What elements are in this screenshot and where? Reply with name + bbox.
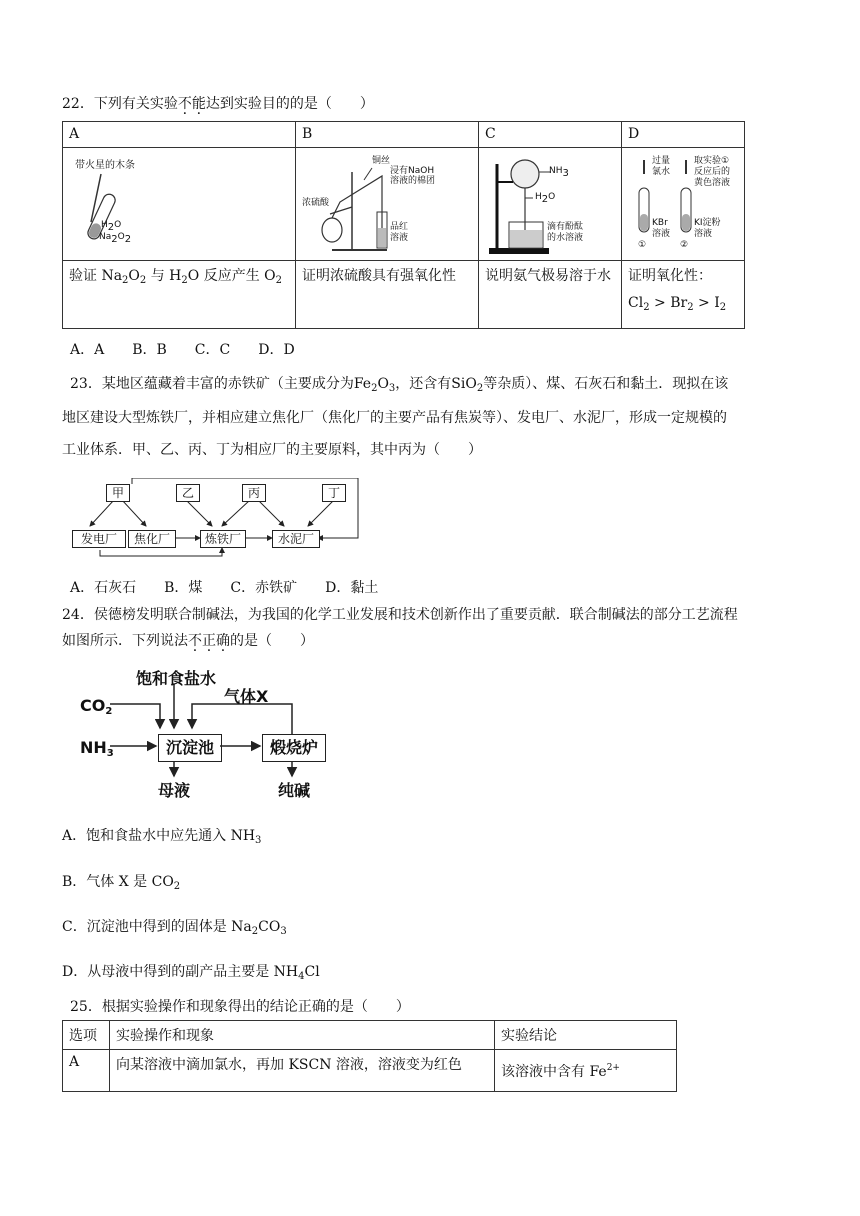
box-settling-tank: 沉淀池 [158, 734, 222, 762]
q25-row-label: A [63, 1050, 110, 1092]
q22-figure-b: 铜丝 浸有NaOH 溶液的棉团 浓硫酸 品红 溶液 [296, 148, 479, 261]
label-co2: $CO_2$ [80, 696, 113, 717]
q22-stem: 22．下列有关实验不能达到实验目的的是（ ） [62, 96, 374, 112]
q22-options: A．A B．B C．C D．D [70, 342, 295, 358]
q25-stem: 25．根据实验操作和现象得出的结论正确的是（ ） [70, 999, 410, 1015]
box-bing: 丙 [242, 484, 266, 502]
q23-flow-diagram [72, 478, 372, 558]
box-cement-plant: 水泥厂 [272, 530, 320, 548]
q23-line2: 地区建设大型炼铁厂，并相应建立焦化厂（焦化厂的主要产品有焦炭等）、发电厂、水泥厂，形成一定规模的 [62, 410, 727, 426]
label-nh3: $NH_3$ [80, 738, 114, 759]
q23-line3: 工业体系．甲、乙、丙、丁为相应厂的主要原料，其中丙为（ ） [62, 442, 482, 458]
q22-desc-b: 证明浓硫酸具有强氧化性 [296, 261, 479, 329]
q24-option-b: B．气体 X 是 $CO_2$ [62, 874, 181, 892]
box-ironworks: 炼铁厂 [200, 530, 246, 548]
q25-header-option: 选项 [63, 1021, 110, 1050]
q22-desc-c: 说明氨气极易溶于水 [479, 261, 622, 329]
q24-line2: 如图所示．下列说法不正确的是（ ） [62, 633, 314, 649]
q25-row-operation: 向某溶液中滴加氯水，再加 KSCN 溶液，溶液变为红色 [110, 1050, 495, 1092]
q23-options: A．石灰石 B．煤 C．赤铁矿 D．黏土 [70, 580, 379, 596]
q25-row-conclusion: 该溶液中含有 $Fe^{2+}$ [495, 1050, 677, 1092]
box-ding: 丁 [322, 484, 346, 502]
label-soda-ash: 纯碱 [278, 781, 311, 800]
q22-table [62, 121, 745, 329]
label-brine: 饱和食盐水 [136, 669, 217, 688]
q22-header-a: A [63, 122, 296, 148]
box-power-plant: 发电厂 [72, 530, 126, 548]
q24-flow-diagram [74, 664, 344, 800]
box-furnace: 煅烧炉 [262, 734, 326, 762]
q24-option-a: A．饱和食盐水中应先通入 $NH_3$ [62, 828, 262, 846]
label-h2o: $H_2O$ [101, 220, 122, 233]
label-gas-x: 气体X [224, 687, 269, 706]
q22-desc-d: 证明氧化性： $Cl_2 > Br_2 > I_2$ [622, 261, 745, 329]
q24-option-d: D．从母液中得到的副产品主要是 $NH_4Cl$ [62, 964, 320, 982]
box-jia: 甲 [106, 484, 130, 502]
q22-figure-a: 带火星的木条 $H_2O$ $Na_2O_2$ [63, 148, 296, 261]
q25-table [62, 1020, 677, 1092]
box-coking-plant: 焦化厂 [128, 530, 176, 548]
q22-header-b: B [296, 122, 479, 148]
q23-line1: 23．某地区蕴藏着丰富的赤铁矿（主要成分为$Fe_2O_3$，还含有SiO$_2$等杂质）、煤、石灰石和黏土．现拟在该 [70, 376, 729, 394]
q22-header-d: D [622, 122, 745, 148]
q22-header-c: C [479, 122, 622, 148]
q22-desc-a: 验证 $Na_2O_2$ 与 $H_2O$ 反应产生 $O_2$ [63, 261, 296, 329]
label-na2o2: $Na_2O_2$ [99, 232, 132, 245]
q25-header-operation: 实验操作和现象 [110, 1021, 495, 1050]
label-nh3: $NH_3$ [549, 166, 569, 179]
q24-line1: 24．侯德榜发明联合制碱法，为我国的化学工业发展和技术创新作出了重要贡献．联合制碱法的部分工艺流程 [62, 607, 738, 623]
q22-figure-d: 过量 氯水 取实验① 反应后的 黄色溶液 KBr 溶液 KI淀粉 溶液 ① ② [622, 148, 745, 261]
q25-header-conclusion: 实验结论 [495, 1021, 677, 1050]
q22-figure-c: $NH_3$ $H_2O$ 滴有酚酞 的水溶液 [479, 148, 622, 261]
label-mother-liquor: 母液 [158, 781, 191, 800]
box-yi: 乙 [176, 484, 200, 502]
q24-option-c: C．沉淀池中得到的固体是 $Na_2CO_3$ [62, 919, 287, 937]
label-c-h2o: $H_2O$ [535, 192, 556, 205]
